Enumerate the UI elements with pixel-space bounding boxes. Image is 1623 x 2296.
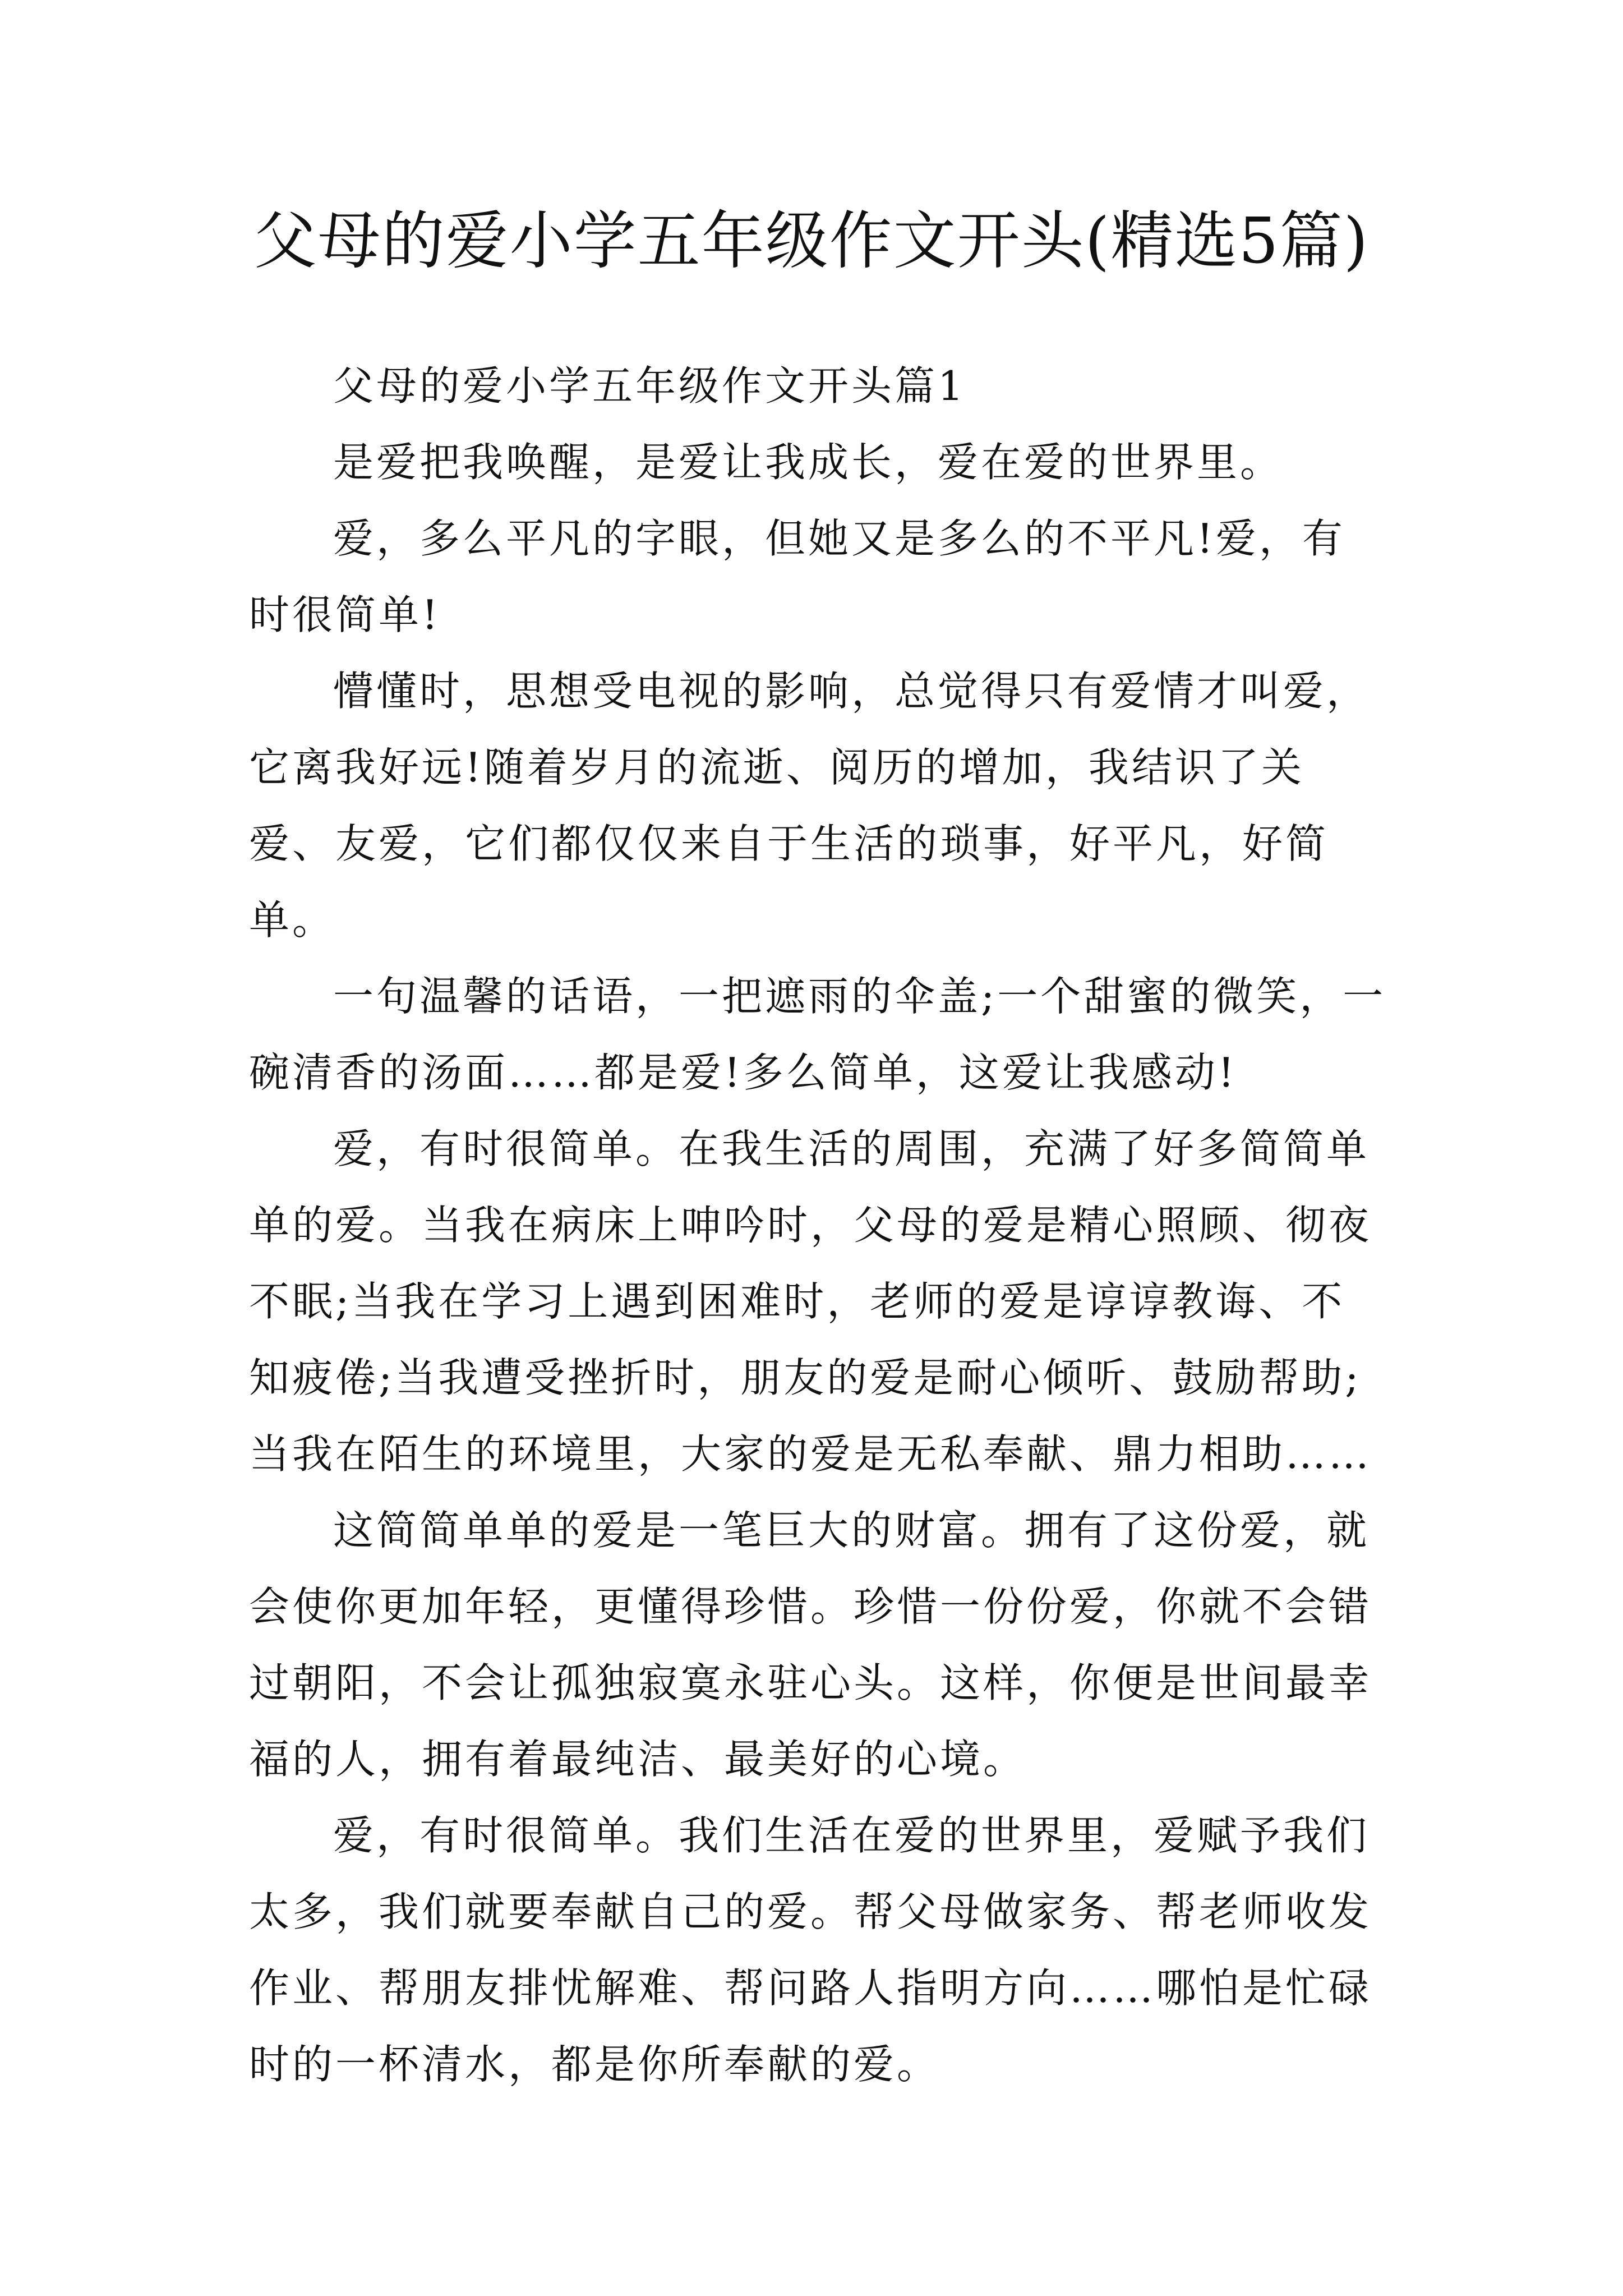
paragraph: 这简简单单的爱是一笔巨大的财富。拥有了这份爱，就会使你更加年轻，更懂得珍惜。珍惜一份份爱，你就不会错过朝阳，不会让孤独寂寞永驻心头。这样，你便是世间最幸福的人，拥有着最纯洁、最美好的心境。: [249, 1507, 1372, 1783]
paragraph: 是爱把我唤醒，是爱让我成长，爱在爱的世界里。: [333, 439, 1284, 486]
article-body: [249, 348, 1387, 2102]
paragraph: 懵懂时，思想受电视的影响，总觉得只有爱情才叫爱，它离我好远!随着岁月的流逝、阅历的增加，我结识了关爱、友爱，它们都仅仅来自于生活的琐事，好平凡，好简单。: [249, 668, 1370, 944]
paragraph: 爱，有时很简单。我们生活在爱的世界里，爱赋予我们太多，我们就要奉献自己的爱。帮父母做家务、帮老师收发作业、帮朋友排忧解难、帮问路人指明方向……哪怕是忙碌时的一杯清水，都是你所奉献的爱。: [249, 1812, 1372, 2088]
paragraph: 一句温馨的话语，一把遮雨的伞盖;一个甜蜜的微笑，一碗清香的汤面……都是爱!多么简单，这爱让我感动!: [249, 973, 1386, 1096]
paragraph: 爱，有时很简单。在我生活的周围，充满了好多简简单单的爱。当我在病床上呻吟时，父母的爱是精心照顾、彻夜不眠;当我在学习上遇到困难时，老师的爱是谆谆教诲、不知疲倦;当我遭受挫折时，朋友的爱是耐心倾听、鼓励帮助;当我在陌生的环境里，大家的爱是无私奉献、鼎力相助……: [249, 1125, 1372, 1478]
document-title: 父母的爱小学五年级作文开头(精选5篇): [253, 205, 1370, 278]
paragraph: 爱，多么平凡的字眼，但她又是多么的不平凡!爱，有时很简单!: [249, 515, 1345, 638]
section-heading: 父母的爱小学五年级作文开头篇1: [333, 362, 966, 409]
